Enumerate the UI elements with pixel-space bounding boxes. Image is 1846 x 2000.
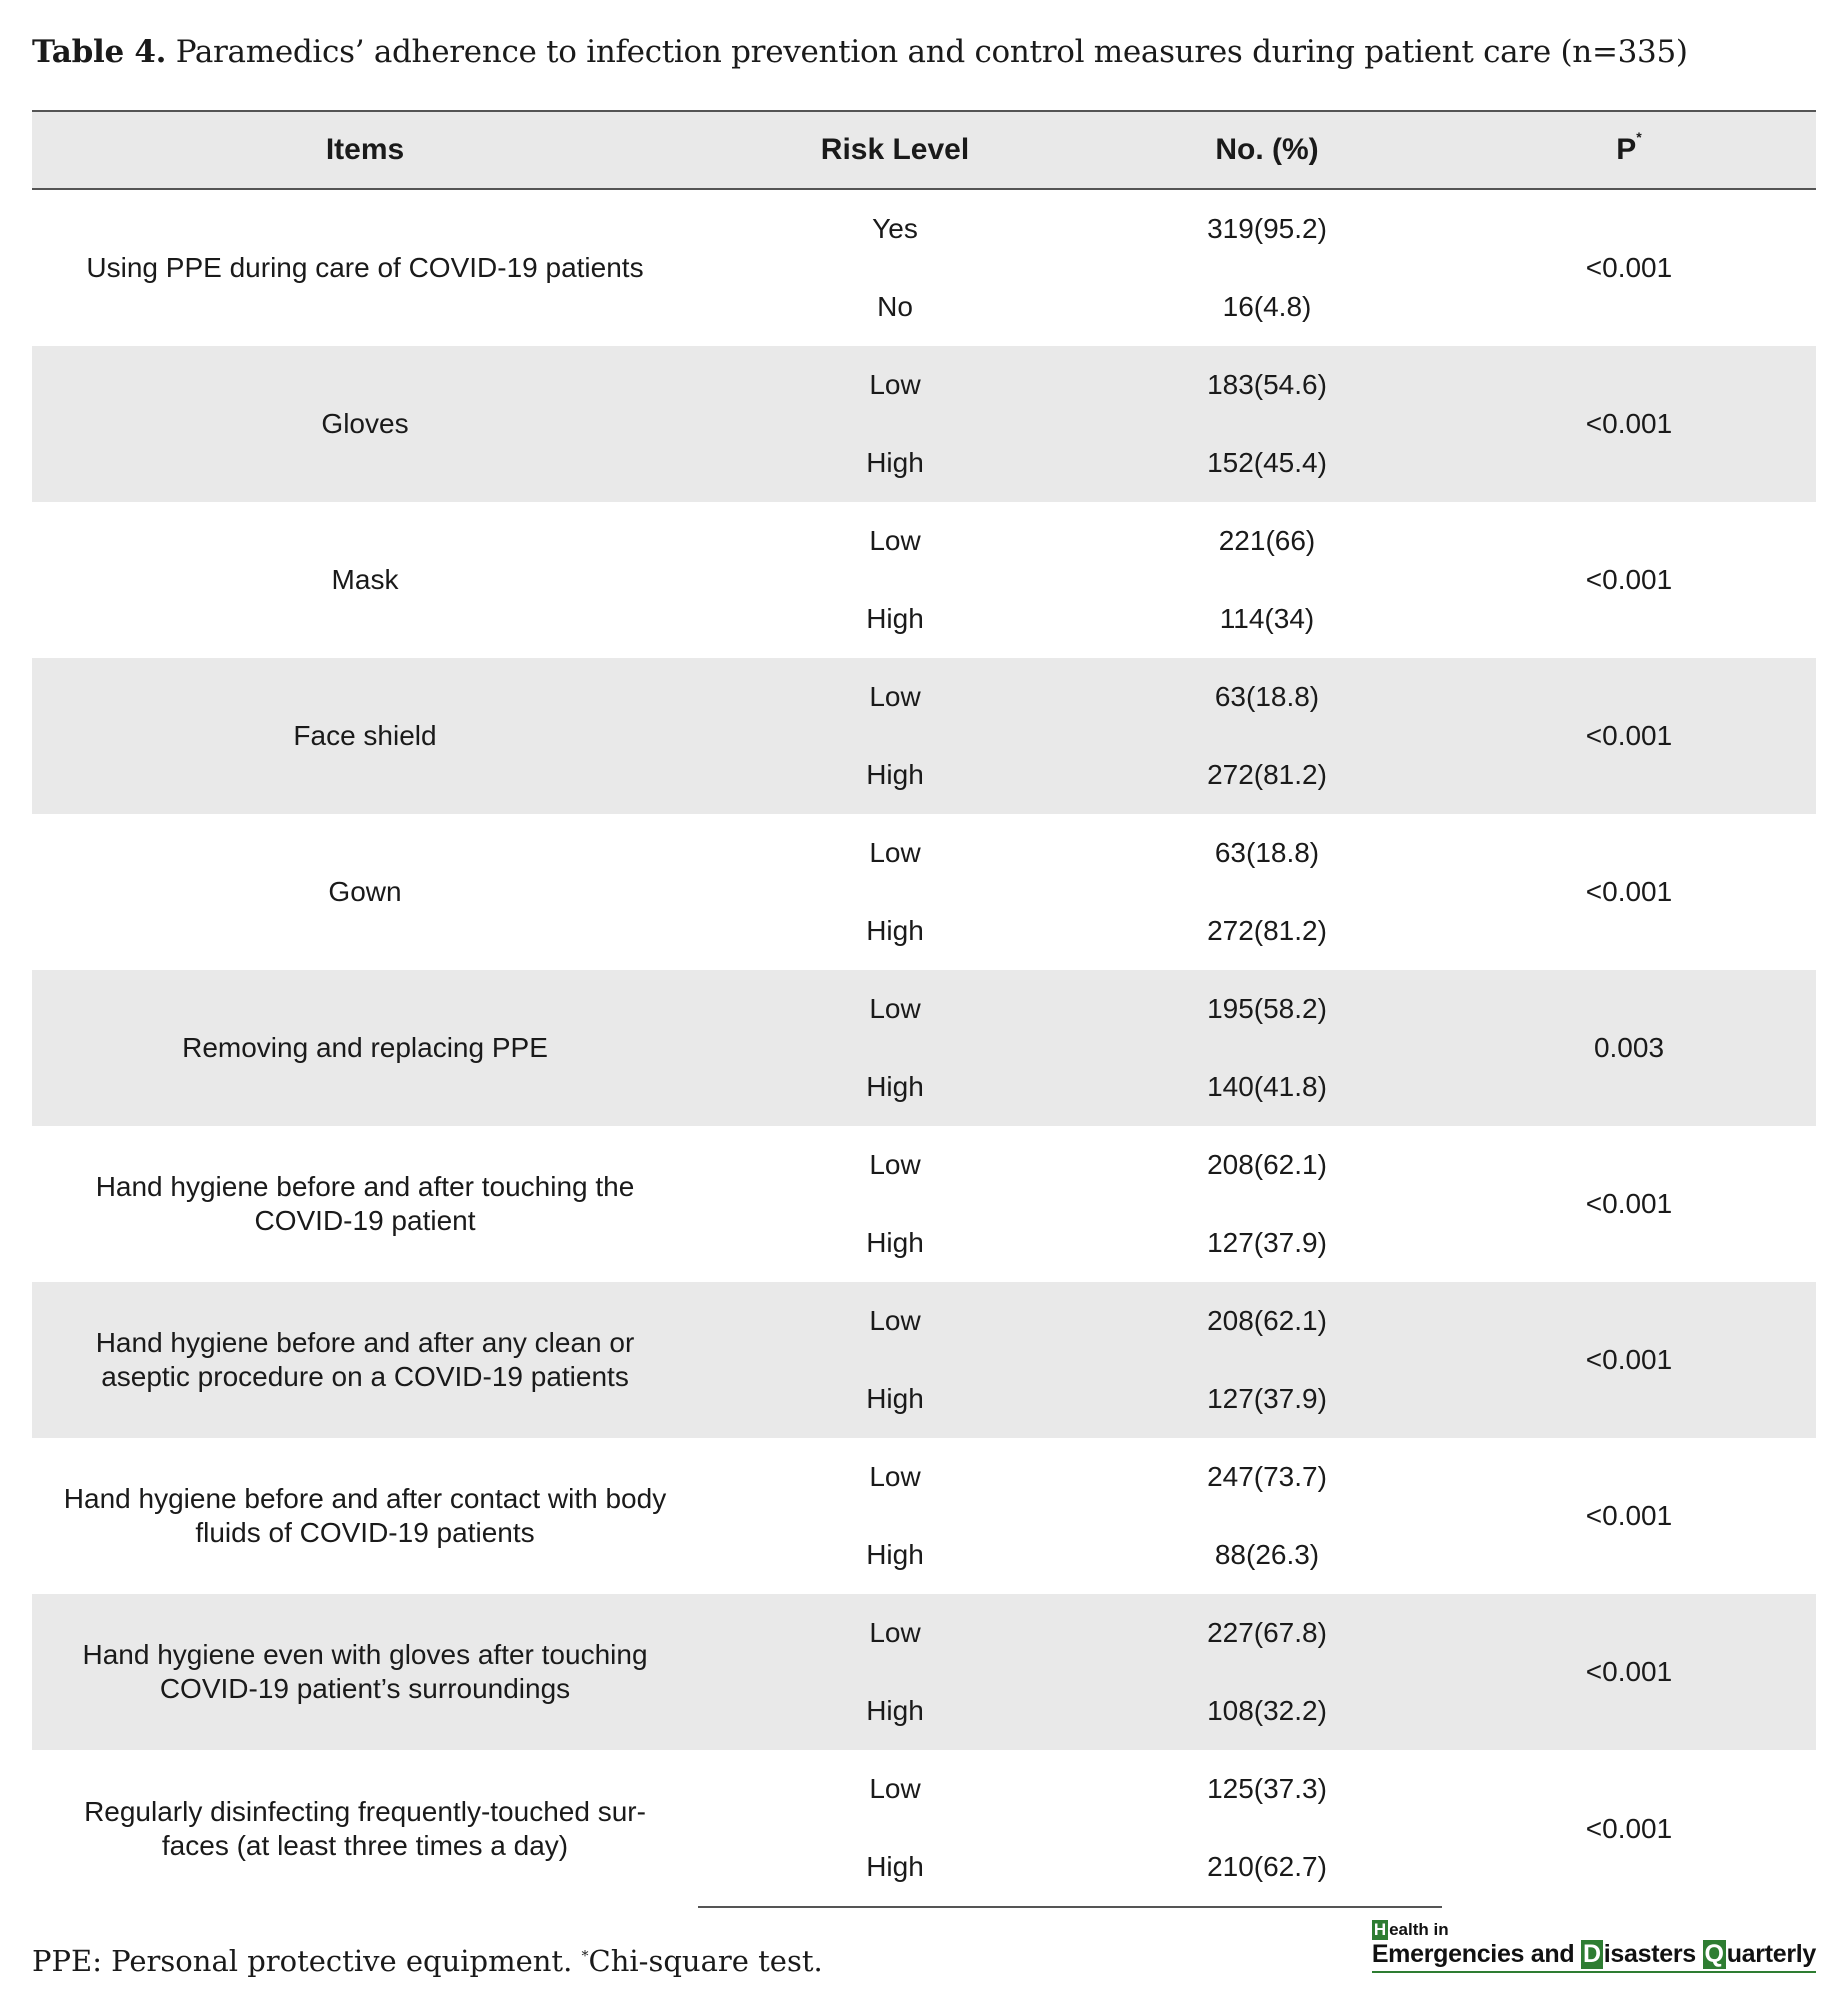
header-p-marker: * [1636,129,1642,145]
item-cell: Using PPE during care of COVID-19 patients [86,252,644,283]
count-percent-cell: 63(18.8) [1214,837,1320,868]
table-row [32,1594,1816,1672]
header-risk-level: Risk Level [698,111,1092,189]
table-row [32,502,1816,580]
count-percent-cell: 272(81.2) [1207,915,1327,946]
logo-d-text: isasters [1603,1940,1703,1968]
table-row [32,1126,1816,1204]
p-value-cell: <0.001 [1442,346,1816,502]
risk-level-cell: High [866,1227,924,1258]
caption-text: Paramedics’ adherence to infection prevention and control measures during patient care (n=335) [175,34,1688,70]
item-cell: Hand hygiene even with gloves after touching COVID-19 patient’s surroundings [32,1594,698,1750]
count-percent-cell: 152(45.4) [1092,424,1442,502]
risk-level-cell: Low [869,1149,921,1180]
header-p-label: P [1616,133,1637,166]
p-value-cell: 0.003 [1442,970,1816,1126]
table-row [32,1438,1816,1516]
item-cell: Regularly disinfecting frequently-touched sur-faces (at least three times a day) [84,1795,646,1861]
risk-level-cell: Low [698,346,1092,424]
risk-level-cell: High [866,915,924,946]
risk-level-cell: High [698,736,1092,814]
table-row [32,1282,1816,1360]
count-percent-cell: 16(4.8) [1222,291,1312,322]
p-value-cell: <0.001 [1585,564,1673,595]
risk-level-cell: High [866,1539,924,1570]
risk-level-cell: High [698,1360,1092,1438]
risk-level-cell: No [877,291,913,322]
risk-level-cell: High [698,424,1092,502]
p-value-cell: <0.001 [1442,1282,1816,1438]
p-value-cell: <0.001 [1442,658,1816,814]
table-header-row [32,111,1816,189]
count-percent-cell: 127(37.9) [1207,1227,1327,1258]
count-percent-cell: 227(67.8) [1092,1594,1442,1672]
item-cell: Gloves [32,346,698,502]
p-value-cell: <0.001 [1442,1594,1816,1750]
table-body [32,189,1816,1907]
risk-level-cell: High [698,1828,1092,1907]
logo-d-box: D [1583,1940,1601,1968]
header-no-percent: No. (%) [1092,111,1442,189]
p-value-cell: <0.001 [1585,1188,1673,1219]
risk-level-cell: High [866,603,924,634]
logo-top-text: ealth in [1389,1920,1449,1939]
p-value-cell: <0.001 [1585,1812,1673,1844]
count-percent-cell: 140(41.8) [1092,1048,1442,1126]
count-percent-cell: 63(18.8) [1092,658,1442,736]
footnote-abbrev: PPE: Personal protective equipment. [32,1944,573,1978]
count-percent-cell: 319(95.2) [1207,213,1327,244]
risk-level-cell: Yes [872,213,918,244]
count-percent-cell: 221(66) [1218,525,1316,556]
count-percent-cell: 108(32.2) [1092,1672,1442,1750]
count-percent-cell: 272(81.2) [1092,736,1442,814]
header-items: Items [32,111,698,189]
risk-level-cell: Low [869,525,921,556]
risk-level-cell: High [698,1672,1092,1750]
p-value-cell: <0.001 [1585,1500,1673,1531]
logo-q-text: uarterly [1726,1940,1816,1968]
logo-h-box: H [1373,1920,1387,1939]
count-percent-cell: 208(62.1) [1092,1282,1442,1360]
journal-logo [1372,1920,1816,1973]
count-percent-cell: 88(26.3) [1214,1539,1320,1570]
count-percent-cell: 125(37.3) [1207,1773,1327,1804]
risk-level-cell: Low [698,1282,1092,1360]
logo-top-line [1372,1920,1816,1940]
table-container [32,110,1816,1908]
count-percent-cell: 183(54.6) [1092,346,1442,424]
risk-level-cell: Low [698,970,1092,1048]
item-cell: Mask [331,564,399,595]
table-row [32,189,1816,268]
count-percent-cell: 114(34) [1219,603,1315,634]
item-cell: Hand hygiene before and after touching the COVID-19 patient [95,1171,635,1236]
count-percent-cell: 127(37.9) [1092,1360,1442,1438]
risk-level-cell: Low [869,1461,921,1492]
table-footnote [32,1944,823,1978]
risk-level-cell: Low [698,658,1092,736]
table-caption [32,34,1688,70]
p-value-cell: <0.001 [1585,252,1673,283]
count-percent-cell: 247(73.7) [1207,1461,1327,1492]
logo-q-box: Q [1704,1940,1724,1968]
adherence-table [32,110,1816,1908]
risk-level-cell: High [698,1048,1092,1126]
risk-level-cell: Low [869,1773,921,1804]
footnote-marker: * [581,1948,589,1965]
logo-e-text: Emergencies and [1371,1940,1581,1968]
count-percent-cell: 195(58.2) [1092,970,1442,1048]
risk-level-cell: Low [869,837,921,868]
item-cell: Gown [328,876,402,907]
table-row [32,658,1816,736]
logo-main-line [1372,1940,1816,1973]
table-row [32,814,1816,892]
item-cell: Face shield [32,658,698,814]
table-row [32,1750,1816,1828]
risk-level-cell: Low [698,1594,1092,1672]
item-cell: Removing and replacing PPE [32,970,698,1126]
item-cell: Hand hygiene before and after any clean or aseptic procedure on a COVID-19 patients [32,1282,698,1438]
table-row [32,346,1816,424]
header-p [1442,111,1816,189]
caption-label: Table 4. [32,34,167,70]
table-row [32,970,1816,1048]
count-percent-cell: 210(62.7) [1092,1828,1442,1907]
p-value-cell: <0.001 [1585,876,1673,907]
item-cell: Hand hygiene before and after contact with body fluids of COVID-19 patients [63,1483,667,1548]
footnote-test: Chi-square test. [588,1944,823,1978]
count-percent-cell: 208(62.1) [1207,1149,1327,1180]
